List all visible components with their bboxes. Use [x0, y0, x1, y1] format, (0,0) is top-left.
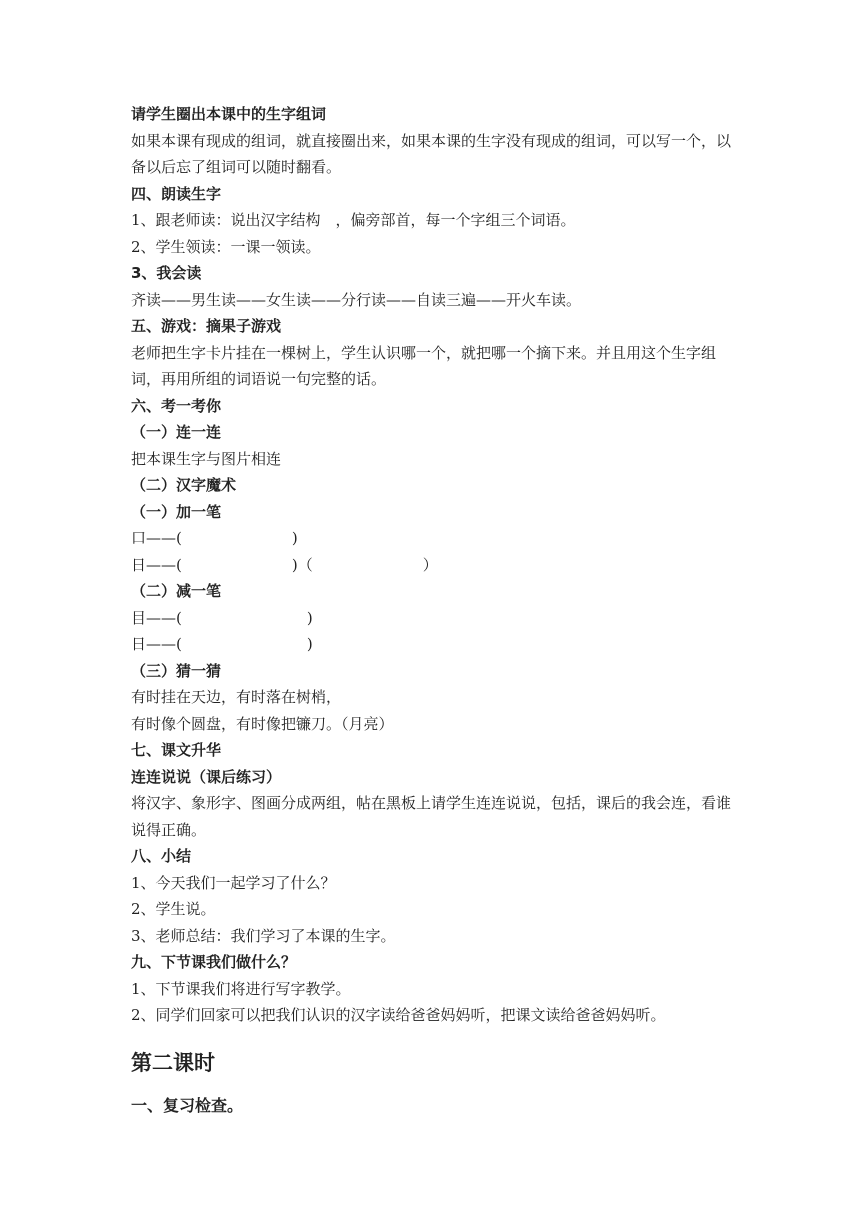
heading-remove-stroke: （二）减一笔 [131, 582, 222, 600]
heading-section-8: 八、小结 [131, 847, 192, 865]
text-line: 把本课生字与图片相连 [131, 449, 282, 468]
exercise-prompt: 日——( [131, 555, 182, 574]
heading-second-lesson: 第二课时 [131, 1050, 215, 1075]
text-line: 2、同学们回家可以把我们认识的汉字读给爸爸妈妈听，把课文读给爸爸妈妈听。 [131, 1006, 666, 1024]
heading-section-5: 五、游戏：摘果子游戏 [131, 317, 282, 335]
exercise-bracket: ） [422, 555, 438, 574]
text-line: 3、老师总结：我们学习了本课的生字。 [131, 926, 396, 945]
heading-connect: （一）连一连 [131, 423, 222, 441]
exercise-bracket: )（ [291, 555, 313, 574]
text-line: 1、今天我们一起学习了什么？ [131, 873, 336, 892]
riddle-line: 有时挂在天边，有时落在树梢， [131, 688, 342, 706]
document-body [131, 101, 741, 1121]
riddle-line: 有时像个圆盘，有时像把镰刀。（月亮） [131, 714, 394, 733]
exercise-prompt: 目——( [131, 608, 182, 627]
heading-char-magic: （二）汉字魔术 [131, 476, 237, 494]
text-line: 2、学生说。 [131, 900, 216, 918]
text-line: 齐读——男生读——女生读——分行读——自读三遍——开火车读。 [131, 290, 582, 309]
exercise-bracket: ) [306, 608, 313, 627]
exercise-prompt: 口——( [131, 529, 182, 547]
exercise-bracket: ) [306, 635, 313, 653]
heading-riddle: （三）猜一猜 [131, 661, 222, 680]
heading-circle-words: 请学生圈出本课中的生字组词 [131, 105, 327, 123]
exercise-line [131, 552, 741, 579]
exercise-bracket: ) [291, 529, 298, 547]
heading-section-9: 九、下节课我们做什么？ [131, 953, 297, 971]
heading-section-4: 四、朗读生字 [131, 184, 222, 203]
exercise-prompt: 日——( [131, 635, 182, 653]
heading-section-6: 六、考一考你 [131, 396, 222, 415]
heading-review: 一、复习检查。 [131, 1095, 244, 1115]
paragraph-circle-words: 如果本课有现成的组词，就直接圈出来，如果本课的生字没有现成的组词，可以写一个，以备以后忘了组词可以随时翻看。 [131, 131, 732, 176]
text-line: 1、下节课我们将进行写字教学。 [131, 979, 351, 998]
text-line: 1、跟老师读：说出汉字结构 ，偏旁部首，每一个字组三个词语。 [131, 211, 576, 229]
heading-add-stroke: （一）加一笔 [131, 502, 222, 521]
heading-section-7: 七、课文升华 [131, 741, 222, 759]
exercise-line [131, 631, 741, 658]
paragraph-game: 老师把生字卡片挂在一棵树上，学生认识哪一个，就把哪一个摘下来。并且用这个生字组词，再用所组的词语说一句完整的话。 [131, 343, 717, 388]
paragraph-connect-speak: 将汉字、象形字、图画分成两组，帖在黑板上请学生连连说说，包括，课后的我会连，看谁说得正确。 [131, 794, 732, 839]
heading-connect-speak: 连连说说（课后练习） [131, 767, 282, 786]
heading-i-can-read: 3、我会读 [131, 264, 202, 282]
exercise-line [131, 525, 741, 552]
text-line: 2、学生领读：一课一领读。 [131, 237, 321, 256]
exercise-line [131, 605, 741, 632]
